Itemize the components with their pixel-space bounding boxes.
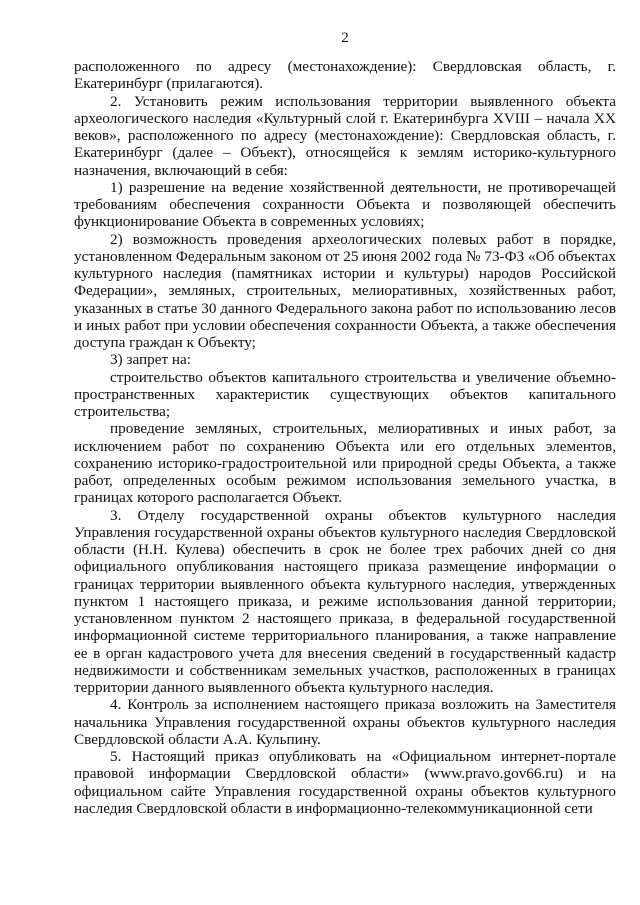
paragraph-prohibition-works: проведение земляных, строительных, мелиоративных и иных работ, за исключением работ по сохранению Объекта или его отдельных элементов, сохранению историко-градостроительной или природной среды Объекта, а также работ, определенных особым режимом использования земельного участка, в границах которого располагается Объект. <box>74 420 616 507</box>
paragraph-item-4: 4. Контроль за исполнением настоящего приказа возложить на Заместителя начальника Управления государственной охраны объектов культурного наследия Свердловской области А.А. Кульпину. <box>74 696 616 748</box>
document-body <box>74 58 616 817</box>
document-page <box>74 28 616 817</box>
paragraph-item-5: 5. Настоящий приказ опубликовать на «Официальном интернет-портале правовой информации Свердловской области» (www.pravo.gov66.ru) и на официальном сайте Управления государственной охраны объектов культурного наследия Свердловской области в информационно-телекоммуникационной сети <box>74 748 616 817</box>
page-number: 2 <box>341 30 349 46</box>
paragraph-item-2: 2. Установить режим использования территории выявленного объекта археологического наследия «Культурный слой г. Екатеринбурга XVIII – начала XX веков», расположенного по адресу (местонахождение): Свердловская область, г. Екатеринбург (далее – Объект), относящейся к землям историко-культурного назначения, включающий в себя: <box>74 92 616 179</box>
paragraph-prohibition-construction: строительство объектов капитального строительства и увеличение объемно-пространственных характеристик существующих объектов капитального строительства; <box>74 368 616 420</box>
paragraph-subitem-3: 3) запрет на: <box>110 351 191 369</box>
paragraph-subitem-1: 1) разрешение на ведение хозяйственной деятельности, не противоречащей требованиям обеспечения сохранности Объекта и позволяющей обеспечить функционирование Объекта в современных условиях; <box>74 178 616 231</box>
paragraph-continuation: расположенного по адресу (местонахождение): Свердловская область, г. Екатеринбург (прилагаются). <box>74 58 616 93</box>
paragraph-subitem-2: 2) возможность проведения археологических полевых работ в порядке, установленном Федеральным законом от 25 июня 2002 года № 73-ФЗ «Об объектах культурного наследия (памятниках истории и культуры) народов Российской Федерации», земляных, строительных, мелиоративных, хозяйственных работ, указанных в статье 30 данного Федерального закона работ по использованию лесов и иных работ при условии обеспечения сохранности Объекта, а также обеспечения доступа граждан к Объекту; <box>74 230 616 351</box>
paragraph-item-3: 3. Отделу государственной охраны объектов культурного наследия Управления государственной охраны объектов культурного наследия Свердловской области (Н.Н. Кулева) обеспечить в срок не более трех рабочих дней со дня официального опубликования настоящего приказа размещение информации о границах территории выявленного объекта культурного наследия, утвержденных пунктом 1 настоящего приказа, и режиме использования данной территории, установленном пунктом 2 настоящего приказа, в федеральной государственной информационной системе территориального планирования, а также направление ее в орган кадастрового учета для внесения сведений в государственный кадастр недвижимости и собственникам земельных участков, расположенных в границах территории данного выявленного объекта культурного наследия. <box>74 506 616 696</box>
